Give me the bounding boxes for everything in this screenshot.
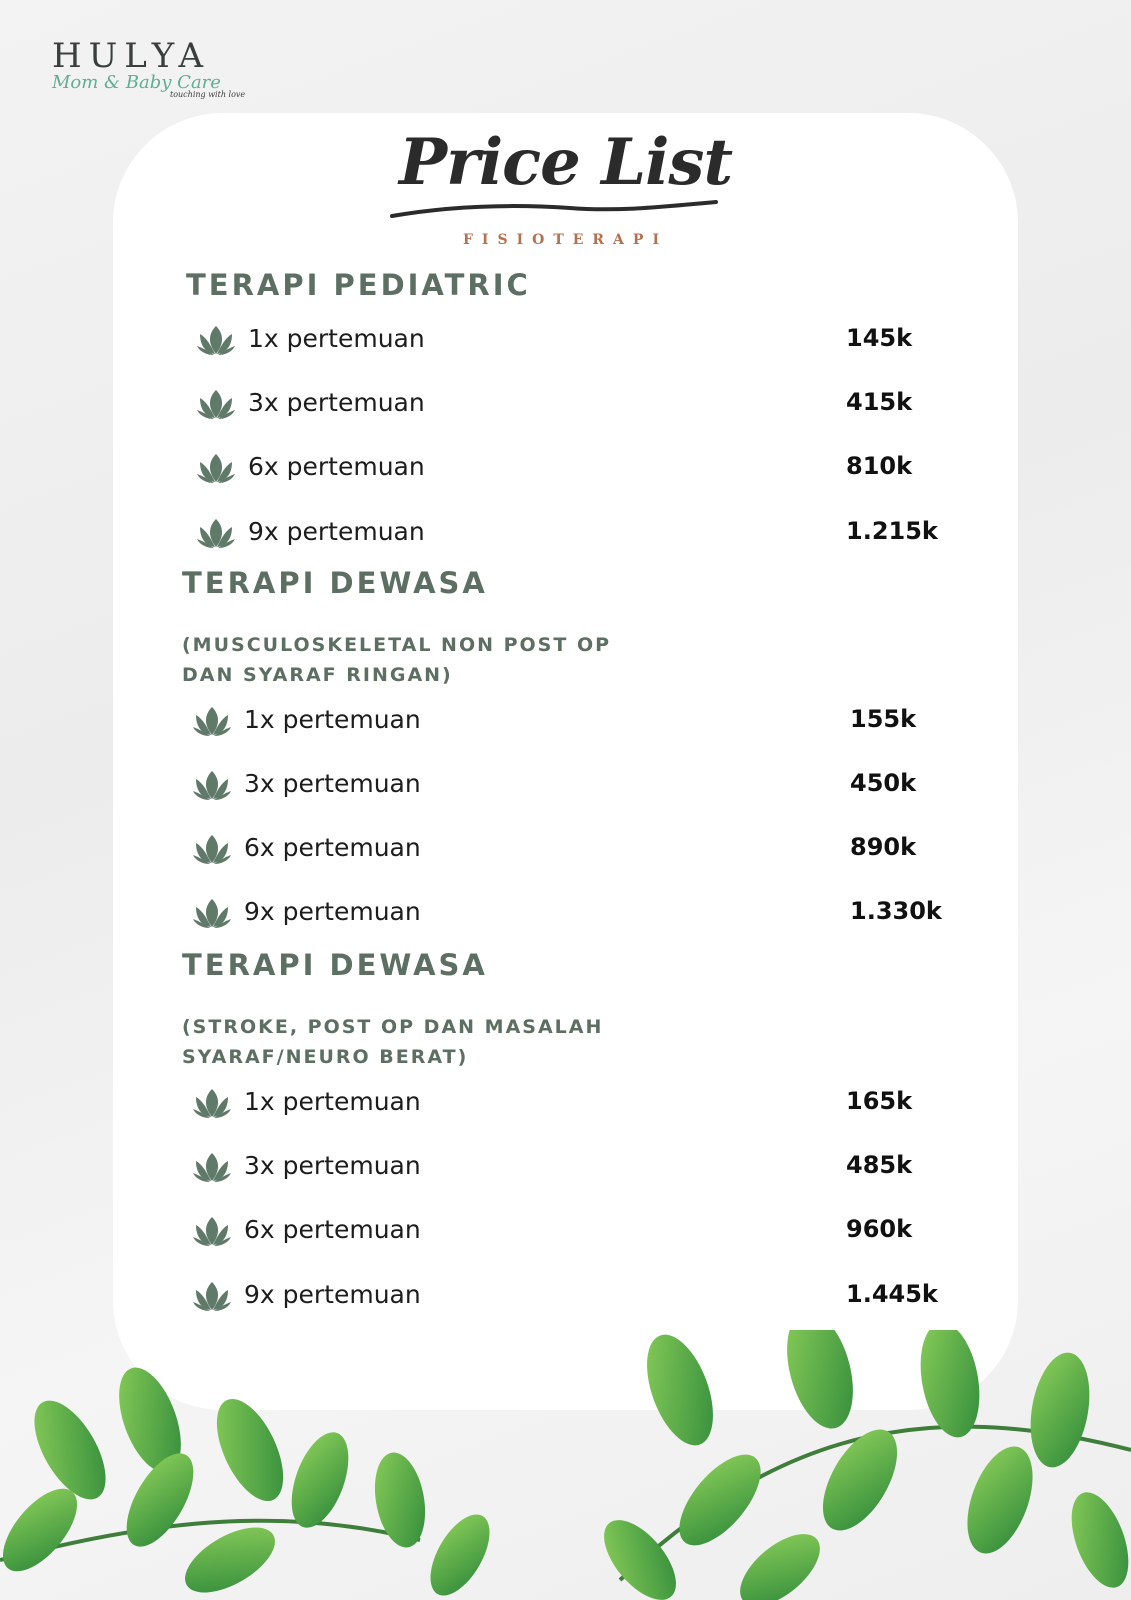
session-label: 1x pertemuan xyxy=(244,1087,421,1116)
session-price: 1.215k xyxy=(846,517,938,545)
lotus-icon xyxy=(192,703,232,739)
section-heading: TERAPI DEWASA xyxy=(182,566,488,600)
section-heading: TERAPI DEWASA xyxy=(182,948,488,982)
leaf-branch-decoration xyxy=(0,1330,1131,1600)
session-price: 145k xyxy=(846,324,913,352)
session-label: 6x pertemuan xyxy=(248,452,425,481)
session-label: 1x pertemuan xyxy=(248,324,425,353)
session-price: 450k xyxy=(850,769,917,797)
session-price: 155k xyxy=(850,705,917,733)
section-note-line: (MUSCULOSKELETAL NON POST OP xyxy=(182,634,612,656)
lotus-icon xyxy=(192,1213,232,1249)
lotus-icon xyxy=(192,767,232,803)
brand-name: HULYA xyxy=(52,36,211,76)
session-price: 1.445k xyxy=(846,1280,938,1308)
lotus-icon xyxy=(196,386,236,422)
session-label: 9x pertemuan xyxy=(244,1280,421,1309)
session-price: 485k xyxy=(846,1151,913,1179)
price-row xyxy=(192,1149,992,1189)
section-heading: TERAPI PEDIATRIC xyxy=(186,268,531,302)
session-price: 415k xyxy=(846,388,913,416)
section-note-line: (STROKE, POST OP DAN MASALAH xyxy=(182,1016,604,1038)
lotus-icon xyxy=(192,895,232,931)
session-label: 6x pertemuan xyxy=(244,833,421,862)
session-price: 1.330k xyxy=(850,897,942,925)
price-row xyxy=(192,1278,992,1318)
lotus-icon xyxy=(192,831,232,867)
section-note xyxy=(182,630,702,690)
session-label: 3x pertemuan xyxy=(244,769,421,798)
lotus-icon xyxy=(196,515,236,551)
section-note-line: SYARAF/NEURO BERAT) xyxy=(182,1046,469,1068)
session-label: 6x pertemuan xyxy=(244,1215,421,1244)
page-title: Price List xyxy=(398,125,733,200)
price-row xyxy=(196,515,996,555)
session-price: 810k xyxy=(846,452,913,480)
price-row xyxy=(192,1085,992,1125)
title-swash-decoration xyxy=(390,196,720,222)
lotus-icon xyxy=(192,1278,232,1314)
session-price: 165k xyxy=(846,1087,913,1115)
lotus-icon xyxy=(196,450,236,486)
session-label: 3x pertemuan xyxy=(244,1151,421,1180)
price-row xyxy=(192,831,992,871)
lotus-icon xyxy=(196,322,236,358)
lotus-icon xyxy=(192,1085,232,1121)
price-row xyxy=(196,450,996,490)
session-price: 890k xyxy=(850,833,917,861)
session-label: 1x pertemuan xyxy=(244,705,421,734)
page-subtitle: FISIOTERAPI xyxy=(462,232,668,248)
lotus-icon xyxy=(192,1149,232,1185)
brand-tagline: touching with love xyxy=(170,90,246,99)
price-row xyxy=(192,703,992,743)
section-note-line: DAN SYARAF RINGAN) xyxy=(182,664,453,686)
session-label: 3x pertemuan xyxy=(248,388,425,417)
brand-logo xyxy=(50,36,250,106)
session-label: 9x pertemuan xyxy=(248,517,425,546)
section-note xyxy=(182,1012,702,1072)
price-row xyxy=(196,386,996,426)
price-row xyxy=(192,895,992,935)
price-row xyxy=(192,767,992,807)
price-row xyxy=(192,1213,992,1253)
price-row xyxy=(196,322,996,362)
session-label: 9x pertemuan xyxy=(244,897,421,926)
brand-subtitle: Mom & Baby Care xyxy=(52,72,221,93)
session-price: 960k xyxy=(846,1215,913,1243)
